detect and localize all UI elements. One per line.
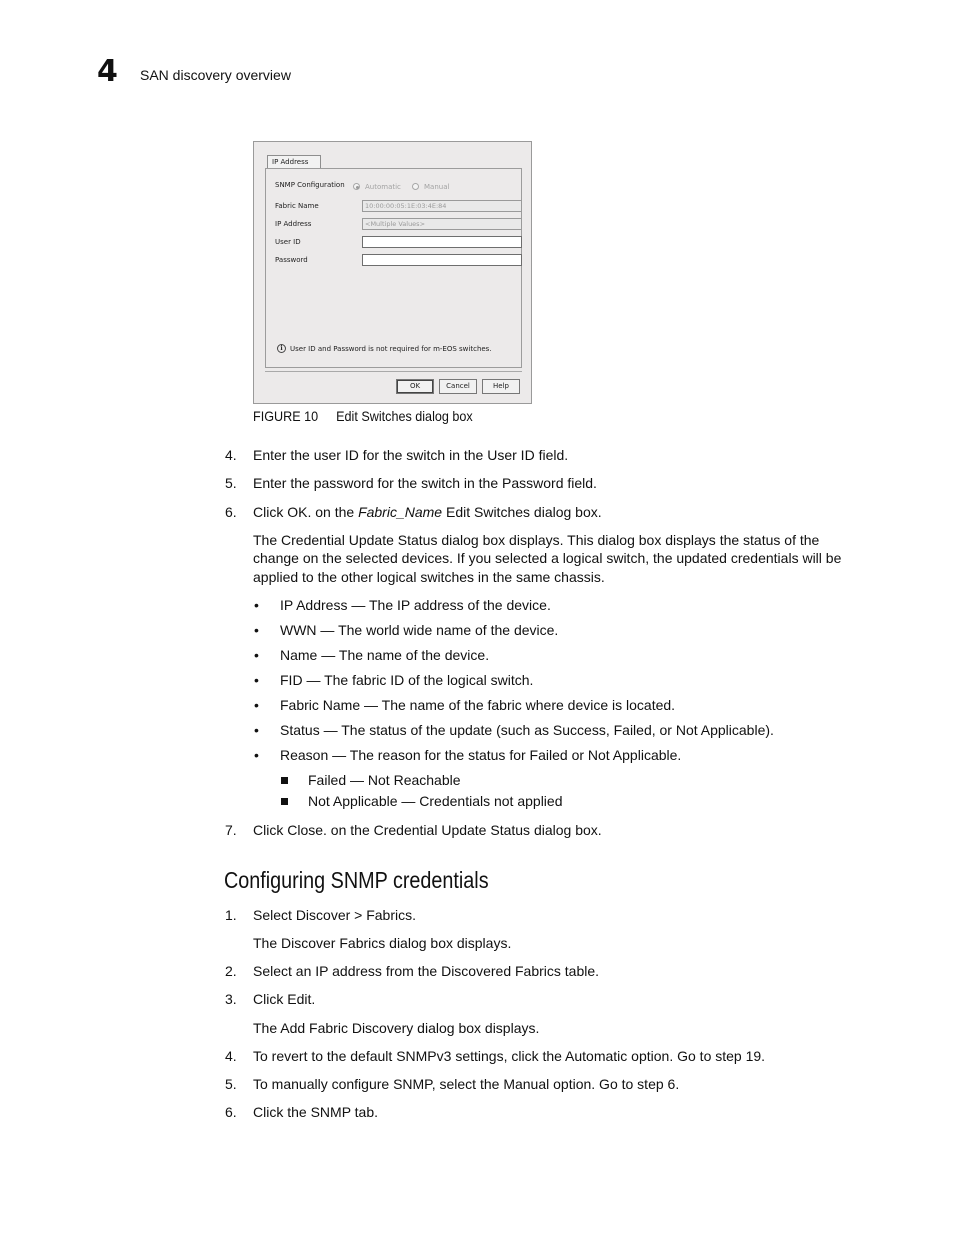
list-item: FID — The fabric ID of the logical switch. [280, 672, 534, 688]
step-number: 2. [225, 963, 237, 979]
section-heading: Configuring SNMP credentials [224, 867, 489, 893]
info-icon: i [277, 344, 286, 353]
step-number: 3. [225, 991, 237, 1007]
step-text: Enter the user ID for the switch in the User ID field. [253, 447, 569, 463]
step-text: To manually configure SNMP, select the Manual option. Go to step 6. [253, 1076, 680, 1092]
edit-switches-dialog-figure [253, 141, 532, 404]
snmp-configuration-label: SNMP Configuration [275, 181, 345, 189]
step-number: 7. [225, 822, 237, 838]
ok-button[interactable]: OK [396, 379, 434, 394]
step-text: Click Close. on the Credential Update Status dialog box. [253, 822, 602, 838]
list-item: Fabric Name — The name of the fabric where device is located. [280, 697, 676, 713]
fabric-name-field: 10:00:00:05:1E:03:4E:84 [362, 200, 522, 212]
help-button[interactable]: Help [482, 379, 520, 394]
list-item: Status — The status of the update (such as Success, Failed, or Not Applicable). [280, 722, 774, 738]
result-paragraph-line: The Credential Update Status dialog box displays. This dialog box displays the status of the [253, 532, 820, 548]
bullet-marker: • [254, 597, 259, 613]
bullet-marker: • [254, 672, 259, 688]
automatic-radio[interactable] [353, 183, 360, 190]
sub-list-item: Failed — Not Reachable [308, 772, 461, 788]
step-number: 5. [225, 475, 237, 491]
user-id-input[interactable] [362, 236, 522, 248]
bullet-marker: • [254, 622, 259, 638]
bullet-marker: • [254, 647, 259, 663]
bullet-marker: • [254, 697, 259, 713]
dialog-panel [265, 168, 522, 368]
figure-caption-text: Edit Switches dialog box [336, 408, 473, 424]
step-text: Select Discover > Fabrics. [253, 907, 417, 923]
manual-radio[interactable] [412, 183, 419, 190]
ip-address-label: IP Address [275, 220, 312, 228]
step-number: 5. [225, 1076, 237, 1092]
step-number: 4. [225, 1048, 237, 1064]
manual-radio-label: Manual [424, 183, 450, 191]
step-number: 4. [225, 447, 237, 463]
step-text: Click OK. on the Fabric_Name Edit Switches dialog box. [253, 504, 602, 520]
tab-ip-address[interactable]: IP Address [267, 155, 321, 169]
list-item: Name — The name of the device. [280, 647, 490, 663]
step-text: Click Edit. [253, 991, 316, 1007]
figure-number: FIGURE 10 [253, 408, 319, 424]
step-text: Enter the password for the switch in the Password field. [253, 475, 597, 491]
step-result: The Discover Fabrics dialog box displays. [253, 935, 512, 951]
password-label: Password [275, 256, 308, 264]
fabric-name-label: Fabric Name [275, 202, 319, 210]
square-bullet-marker [281, 777, 288, 784]
step-text: Click the SNMP tab. [253, 1104, 379, 1120]
list-item: Reason — The reason for the status for Failed or Not Applicable. [280, 747, 682, 763]
step-result: The Add Fabric Discovery dialog box displays. [253, 1020, 540, 1036]
chapter-number: 4 [97, 54, 118, 89]
mEOS-note: User ID and Password is not required for m-EOS switches. [290, 345, 492, 353]
ip-address-field: <Multiple Values> [362, 218, 522, 230]
bullet-marker: • [254, 747, 259, 763]
list-item: WWN — The world wide name of the device. [280, 622, 559, 638]
step-number: 6. [225, 504, 237, 520]
user-id-label: User ID [275, 238, 301, 246]
password-input[interactable] [362, 254, 522, 266]
step-text: To revert to the default SNMPv3 settings, click the Automatic option. Go to step 19. [253, 1048, 766, 1064]
step-text: Select an IP address from the Discovered Fabrics table. [253, 963, 600, 979]
result-paragraph-line: applied to the other logical switches in the same chassis. [253, 569, 605, 585]
step-number: 6. [225, 1104, 237, 1120]
automatic-radio-label: Automatic [365, 183, 401, 191]
result-paragraph-line: change on the selected devices. If you selected a logical switch, the updated credentials will be [253, 550, 842, 566]
square-bullet-marker [281, 798, 288, 805]
dialog-divider [265, 371, 522, 372]
step-number: 1. [225, 907, 237, 923]
bullet-marker: • [254, 722, 259, 738]
sub-list-item: Not Applicable — Credentials not applied [308, 793, 563, 809]
figure-caption [253, 408, 473, 424]
list-item: IP Address — The IP address of the device. [280, 597, 551, 613]
chapter-title: SAN discovery overview [140, 67, 291, 83]
cancel-button[interactable]: Cancel [439, 379, 477, 394]
